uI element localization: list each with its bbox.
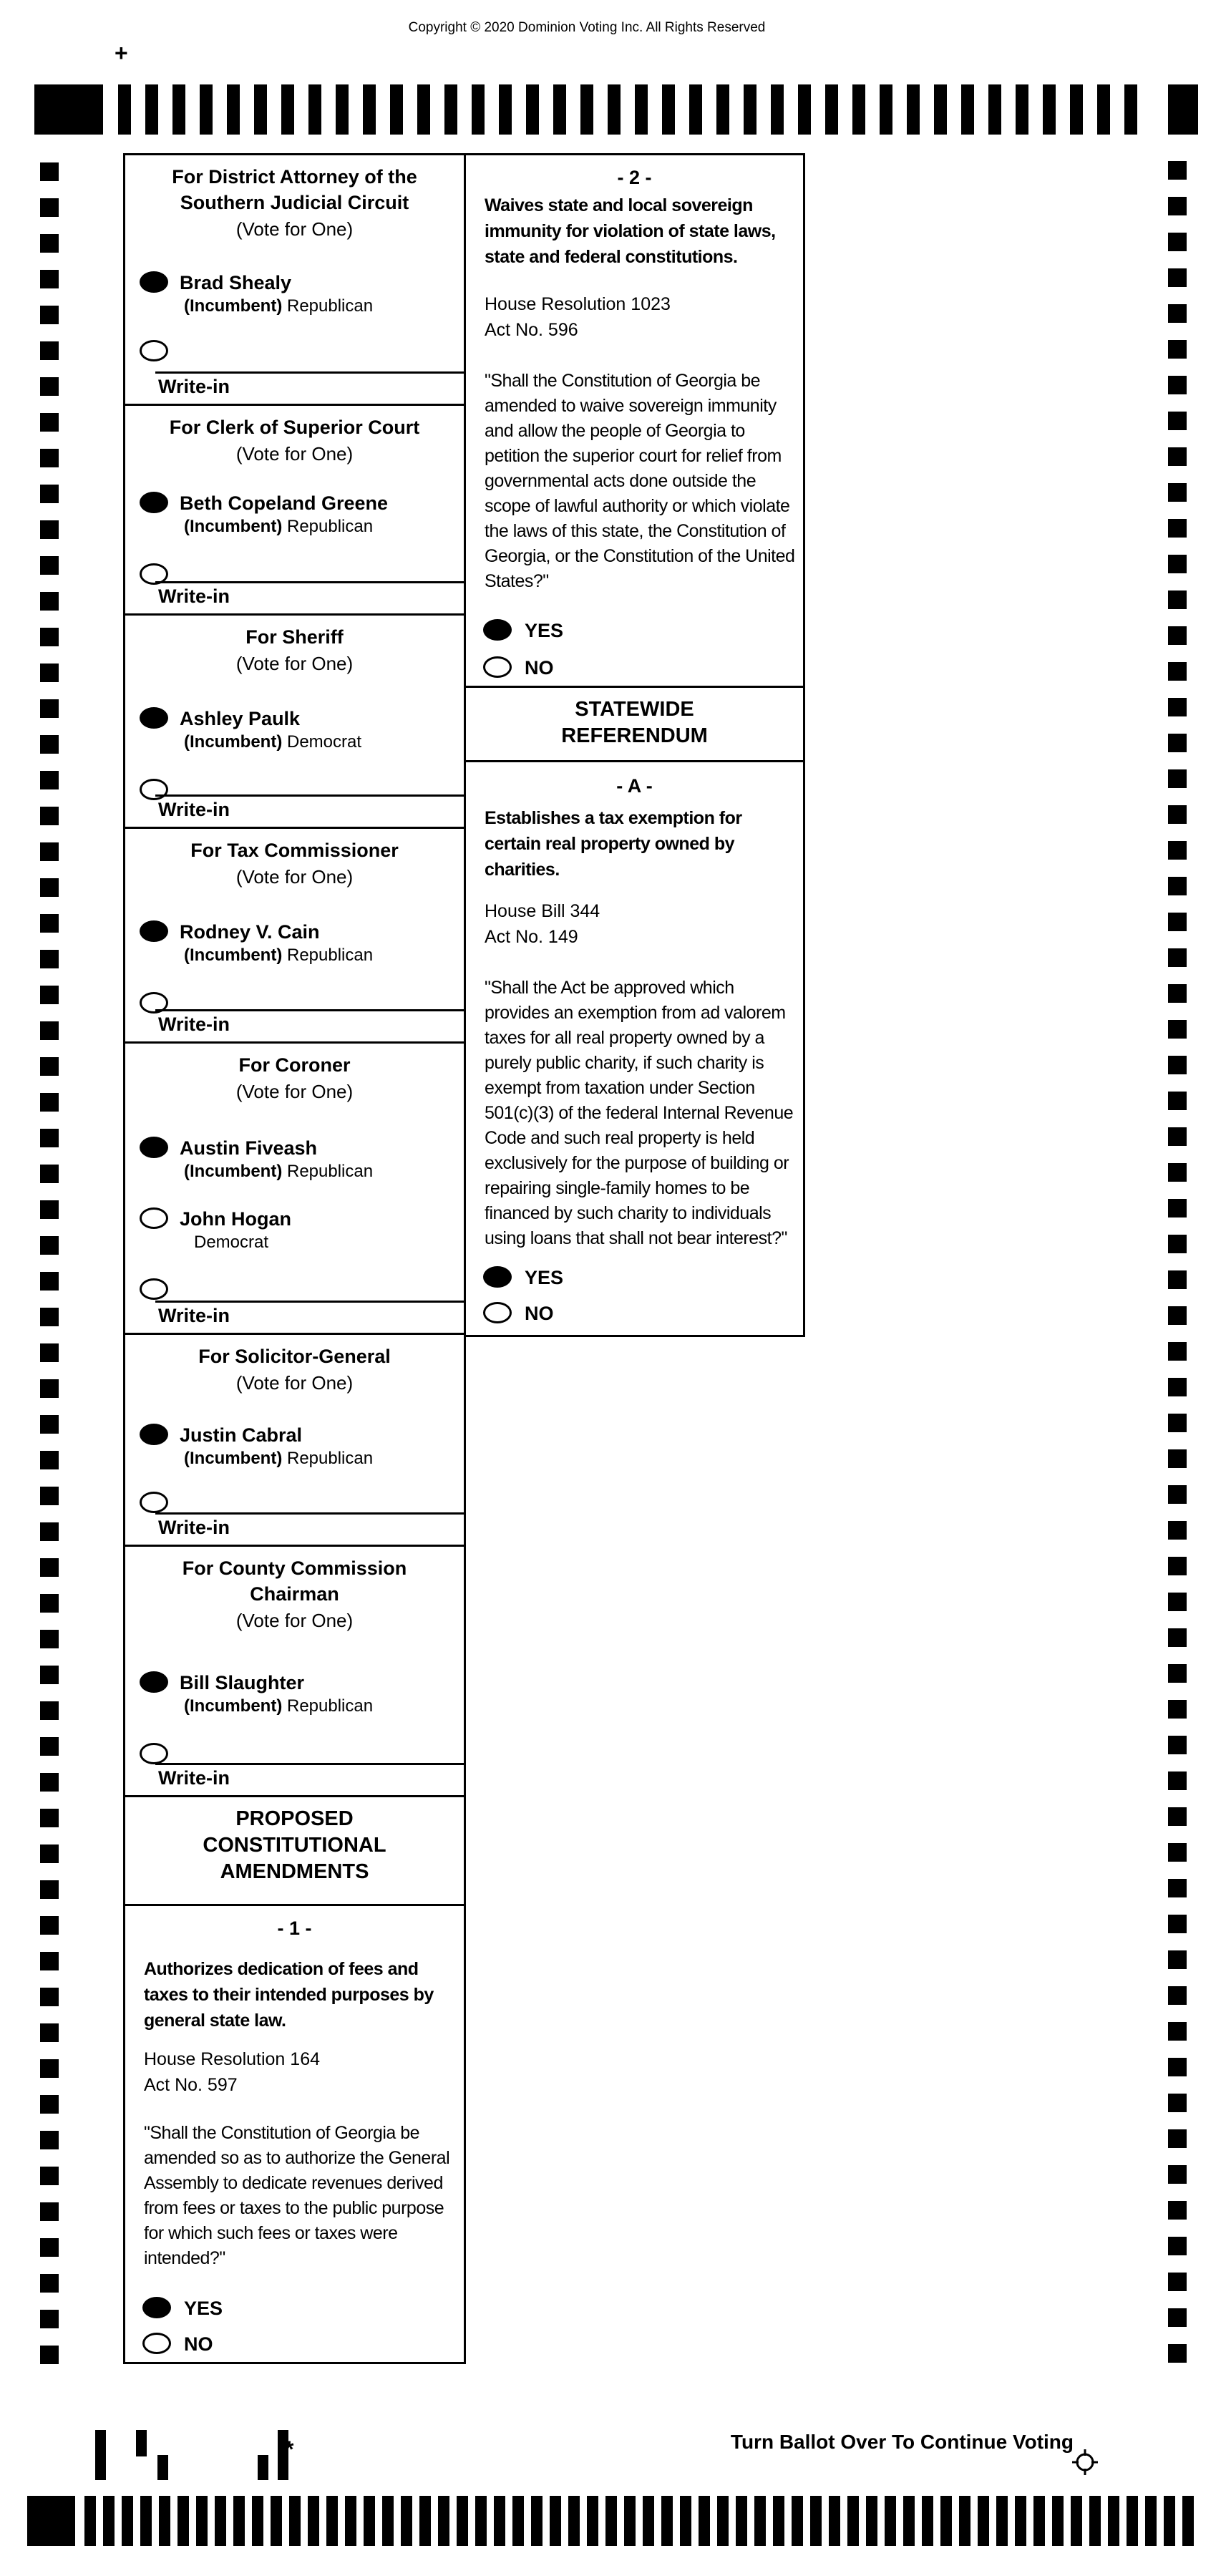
write-in-bubble[interactable] bbox=[140, 1492, 168, 1513]
contest-county-commission-chairman bbox=[123, 1545, 466, 1797]
write-in-label: Write-in bbox=[158, 1517, 230, 1538]
yes-row bbox=[466, 1266, 803, 1291]
vote-bubble[interactable] bbox=[140, 492, 168, 513]
contest-sheriff bbox=[123, 613, 466, 829]
write-in-label: Write-in bbox=[158, 1014, 230, 1035]
contest-title: For District Attorney of the Southern Judicial Circuit bbox=[172, 166, 417, 213]
yes-bubble[interactable] bbox=[483, 619, 512, 641]
write-in-label: Write-in bbox=[158, 799, 230, 820]
contest-title: For Tax Commissioner bbox=[190, 840, 399, 861]
measure-question: "Shall the Constitution of Georgia be amended so as to authorize the General Assembly to dedicate revenues derived from fees or taxes to the public purpose for which such fees or taxes were intended?" bbox=[144, 2123, 450, 2268]
candidate-party: (Incumbent) Republican bbox=[184, 1449, 374, 1468]
write-in-area[interactable] bbox=[125, 1763, 464, 1795]
candidate-name: Ashley Paulk bbox=[180, 708, 301, 729]
ballot-code-bar bbox=[157, 2455, 168, 2480]
measure-question: "Shall the Constitution of Georgia be amended to waive sovereign immunity and allow the people of Georgia to petition the superior court for relief from governmental acts done outside the scope of lawful authority or which violate the laws of this state, the Constitution of Georgia, or the Constitution of the United States?" bbox=[485, 371, 795, 591]
timing-block-top-right bbox=[1168, 84, 1198, 135]
yes-row bbox=[125, 2297, 464, 2321]
candidate-row bbox=[125, 920, 464, 966]
asterisk-mark: * bbox=[285, 2436, 294, 2462]
vote-for-instruction: (Vote for One) bbox=[235, 653, 354, 674]
candidate-name: John Hogan bbox=[180, 1208, 291, 1230]
measure-summary: Waives state and local sovereign immunity for violation of state laws, state and federal constitutions. bbox=[485, 195, 776, 267]
copyright-text: Copyright © 2020 Dominion Voting Inc. All Rights Reserved bbox=[408, 20, 766, 35]
contest-coroner bbox=[123, 1041, 466, 1335]
candidate-party: (Incumbent) Democrat bbox=[184, 732, 362, 752]
ballot-code-bar bbox=[258, 2455, 268, 2480]
measure-amendment-2 bbox=[464, 153, 805, 688]
candidate-name: Bill Slaughter bbox=[180, 1672, 305, 1693]
vote-for-instruction: (Vote for One) bbox=[235, 1372, 354, 1394]
timing-marks-top bbox=[118, 84, 1152, 135]
vote-bubble[interactable] bbox=[140, 1671, 168, 1693]
write-in-area[interactable] bbox=[125, 581, 464, 613]
candidate-party: (Incumbent) Republican bbox=[184, 517, 374, 536]
candidate-name: Austin Fiveash bbox=[180, 1137, 318, 1159]
candidate-name: Brad Shealy bbox=[180, 272, 292, 293]
yes-row bbox=[466, 619, 803, 643]
referendum-header-box bbox=[464, 686, 805, 762]
candidate-row bbox=[125, 1424, 464, 1469]
no-row bbox=[466, 1302, 803, 1326]
write-in-area[interactable] bbox=[125, 1301, 464, 1333]
vote-bubble[interactable] bbox=[140, 1137, 168, 1158]
timing-block-top-left bbox=[34, 84, 103, 135]
contest-title: For Clerk of Superior Court bbox=[169, 417, 420, 438]
candidate-party: (Incumbent) Republican bbox=[184, 946, 374, 965]
amendments-header-box bbox=[123, 1795, 466, 1906]
measure-references: House Bill 344 Act No. 149 bbox=[485, 901, 600, 947]
registration-plus-mark: + bbox=[115, 40, 128, 66]
measure-references: House Resolution 164 Act No. 597 bbox=[144, 2049, 320, 2095]
no-bubble[interactable] bbox=[483, 656, 512, 678]
measure-summary: Authorizes dedication of fees and taxes to their intended purposes by general state law. bbox=[144, 1959, 434, 2031]
write-in-area[interactable] bbox=[125, 1009, 464, 1041]
candidate-name: Rodney V. Cain bbox=[180, 921, 320, 943]
no-row bbox=[466, 656, 803, 681]
write-in-label: Write-in bbox=[158, 585, 230, 607]
no-label: NO bbox=[184, 2333, 213, 2355]
write-in-bubble[interactable] bbox=[140, 340, 168, 361]
ballot-code-bar bbox=[136, 2430, 147, 2456]
contest-district-attorney bbox=[123, 153, 466, 406]
vote-for-instruction: (Vote for One) bbox=[235, 443, 354, 465]
measure-number: - A - bbox=[616, 775, 653, 797]
measure-summary: Establishes a tax exemption for certain real property owned by charities. bbox=[485, 808, 742, 880]
measure-number: - 1 - bbox=[277, 1918, 312, 1939]
vote-for-instruction: (Vote for One) bbox=[235, 218, 354, 240]
vote-bubble[interactable] bbox=[140, 707, 168, 729]
vote-bubble[interactable] bbox=[140, 920, 168, 942]
candidate-row bbox=[125, 707, 464, 752]
contest-title: For County Commission Chairman bbox=[182, 1557, 407, 1605]
contest-title: For Sheriff bbox=[245, 626, 344, 648]
yes-label: YES bbox=[525, 620, 564, 641]
turn-ballot-over-text: Turn Ballot Over To Continue Voting bbox=[730, 2431, 1074, 2453]
candidate-row bbox=[125, 1207, 464, 1253]
timing-marks-bottom bbox=[84, 2496, 1198, 2546]
write-in-area[interactable] bbox=[125, 371, 464, 404]
section-title: PROPOSED CONSTITUTIONAL AMENDMENTS bbox=[203, 1807, 386, 1883]
write-in-label: Write-in bbox=[158, 1305, 230, 1326]
no-bubble[interactable] bbox=[483, 1302, 512, 1323]
vote-bubble[interactable] bbox=[140, 1424, 168, 1445]
no-label: NO bbox=[525, 657, 554, 679]
yes-label: YES bbox=[184, 2298, 223, 2319]
write-in-label: Write-in bbox=[158, 1767, 230, 1789]
contest-title: For Solicitor-General bbox=[198, 1346, 391, 1367]
registration-target-icon bbox=[1071, 2448, 1099, 2477]
timing-column-right bbox=[1168, 161, 1187, 2364]
candidate-row bbox=[125, 492, 464, 537]
write-in-label: Write-in bbox=[158, 376, 230, 397]
candidate-row bbox=[125, 1671, 464, 1716]
contest-title: For Coroner bbox=[238, 1054, 351, 1076]
candidate-name: Beth Copeland Greene bbox=[180, 492, 389, 514]
measure-question: "Shall the Act be approved which provides an exemption from ad valorem taxes for all real property owned by a purely public charity, if such charity is exempt from taxation under Section 501(c)(3) of the federal Internal Revenue Code and such real property is held exclusively for the purpose of building or repairing single-family homes to be financed by such charity to individuals using loans that shall not bear interest?" bbox=[485, 978, 794, 1248]
no-label: NO bbox=[525, 1303, 554, 1324]
timing-block-bottom-left bbox=[27, 2496, 75, 2546]
contest-tax-commissioner bbox=[123, 827, 466, 1044]
write-in-bubble[interactable] bbox=[140, 1743, 168, 1764]
vote-for-instruction: (Vote for One) bbox=[235, 1081, 354, 1102]
candidate-row bbox=[125, 271, 464, 316]
no-bubble[interactable] bbox=[142, 2333, 171, 2354]
yes-bubble[interactable] bbox=[142, 2297, 171, 2318]
write-in-bubble[interactable] bbox=[140, 1278, 168, 1300]
vote-bubble[interactable] bbox=[140, 271, 168, 293]
section-title: STATEWIDE REFERENDUM bbox=[561, 698, 708, 747]
candidate-party: (Incumbent) Republican bbox=[184, 296, 374, 316]
measure-amendment-1 bbox=[123, 1904, 466, 2364]
write-in-area[interactable] bbox=[125, 794, 464, 827]
timing-column-left bbox=[40, 162, 59, 2364]
measure-referendum-a bbox=[464, 760, 805, 1337]
candidate-row bbox=[125, 1137, 464, 1182]
vote-for-instruction: (Vote for One) bbox=[235, 1610, 354, 1631]
write-in-area[interactable] bbox=[125, 1512, 464, 1545]
ballot-code-bar bbox=[95, 2430, 106, 2480]
contest-solicitor-general bbox=[123, 1333, 466, 1547]
yes-bubble[interactable] bbox=[483, 1266, 512, 1288]
vote-bubble[interactable] bbox=[140, 1207, 168, 1229]
candidate-name: Justin Cabral bbox=[180, 1424, 303, 1446]
measure-references: House Resolution 1023 Act No. 596 bbox=[485, 294, 671, 340]
measure-number: - 2 - bbox=[617, 167, 652, 188]
yes-label: YES bbox=[525, 1267, 564, 1288]
vote-for-instruction: (Vote for One) bbox=[235, 866, 354, 888]
candidate-party: (Incumbent) Republican bbox=[184, 1162, 374, 1181]
no-row bbox=[125, 2333, 464, 2357]
contest-clerk-superior-court bbox=[123, 404, 466, 616]
candidate-party: (Incumbent) Republican bbox=[184, 1696, 374, 1716]
candidate-party: Democrat bbox=[194, 1233, 269, 1252]
